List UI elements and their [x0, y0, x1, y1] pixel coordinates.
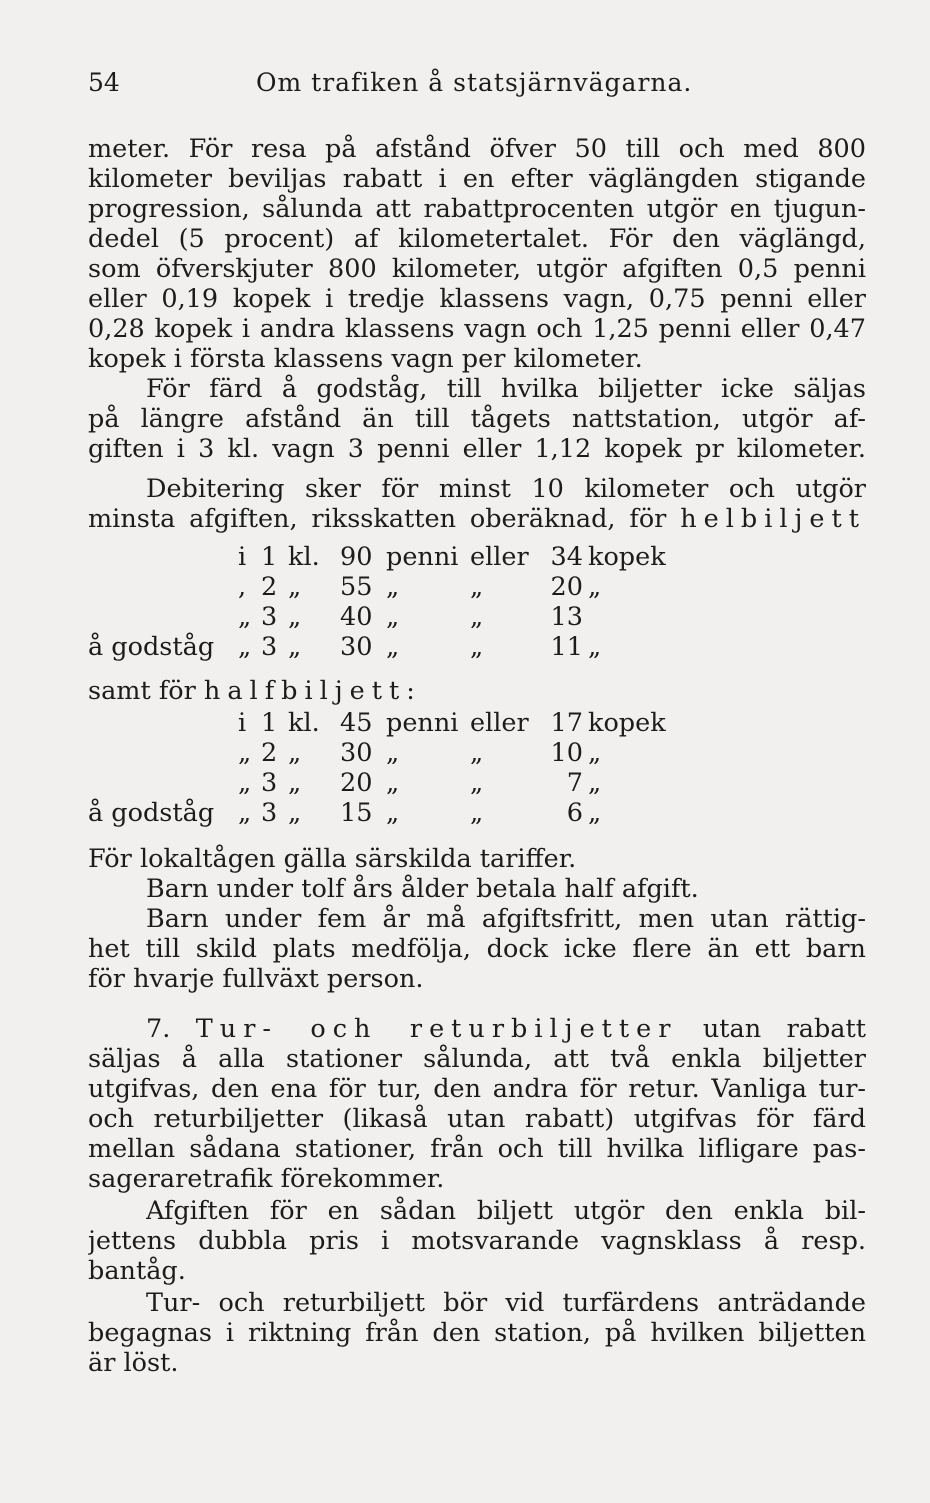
fare-row: [88, 768, 788, 798]
row-kopek-word: „: [588, 572, 602, 602]
text-line: utgifvas, den ena för tur, den andra för retur. Vanliga tur-: [88, 1074, 866, 1104]
row-prefix: „: [238, 768, 252, 798]
text-line: bantåg.: [88, 1256, 186, 1286]
row-class: 1: [261, 708, 278, 738]
fare-row: [88, 602, 788, 632]
text-line: Afgiften för en sådan biljett utgör den enkla bil-: [146, 1196, 866, 1226]
row-penni-value: 55: [340, 572, 373, 602]
row-kopek-word: „: [588, 798, 602, 828]
fare-row: [88, 572, 788, 602]
row-penni-value: 15: [340, 798, 373, 828]
row-kopek-value: 7: [566, 768, 583, 798]
row-penni-word: „: [386, 602, 400, 632]
row-penni-word: „: [386, 632, 400, 662]
row-prefix: „: [238, 632, 252, 662]
row-class: 3: [261, 632, 278, 662]
row-penni-word: penni: [386, 542, 459, 572]
row-eller: „: [470, 572, 484, 602]
row-penni-value: 30: [340, 632, 373, 662]
text-line: kopek i första klassens vagn per kilometer.: [88, 344, 643, 374]
row-penni-word: „: [386, 798, 400, 828]
fare-row: [88, 708, 788, 738]
text-line: som öfverskjuter 800 kilometer, utgör afgiften 0,5 penni: [88, 254, 866, 284]
row-penni-value: 40: [340, 602, 373, 632]
row-class: 2: [261, 572, 278, 602]
row-kl: „: [288, 572, 302, 602]
text-line: kilometer beviljas rabatt i en efter väglängden stigande: [88, 164, 866, 194]
text-line: Tur- och returbiljett bör vid turfärdens anträdande: [146, 1288, 866, 1318]
row-kl: kl.: [288, 542, 320, 572]
row-class: 3: [261, 798, 278, 828]
fare-row: [88, 738, 788, 768]
text-line: och returbiljetter (likaså utan rabatt) utgifvas för färd: [88, 1104, 866, 1134]
spaced-term: halfbiljett:: [203, 676, 422, 706]
row-class: 3: [261, 768, 278, 798]
row-kopek-word: „: [588, 738, 602, 768]
line-prefix: samt för: [88, 676, 196, 706]
text-line: är löst.: [88, 1348, 179, 1378]
row-prefix: i: [238, 708, 247, 738]
text-line: för hvarje fullväxt person.: [88, 964, 424, 994]
text-line: dedel (5 procent) af kilometertalet. För den väglängd,: [88, 224, 866, 254]
row-eller: „: [470, 738, 484, 768]
section-7-heading-line: [146, 1014, 866, 1044]
row-eller: „: [470, 602, 484, 632]
row-kopek-value: 10: [550, 738, 583, 768]
row-kl: „: [288, 738, 302, 768]
text-line: eller 0,19 kopek i tredje klassens vagn, 0,75 penni eller: [88, 284, 866, 314]
text-line: på längre afstånd än till tågets nattstation, utgör af-: [88, 404, 866, 434]
running-title: Om trafiken å statsjärnvägarna.: [256, 68, 693, 97]
row-penni-word: penni: [386, 708, 459, 738]
text-line: För färd å godståg, till hvilka biljetter icke säljas: [146, 374, 866, 404]
row-kopek-value: 34: [550, 542, 583, 572]
spaced-term: helbiljett: [680, 504, 866, 534]
row-label: å godståg: [88, 632, 215, 662]
row-penni-value: 30: [340, 738, 373, 768]
row-kl: „: [288, 632, 302, 662]
row-kopek-value: 13: [550, 602, 583, 632]
row-penni-value: 45: [340, 708, 373, 738]
text-line: [88, 676, 866, 706]
row-penni-value: 20: [340, 768, 373, 798]
row-label: å godståg: [88, 798, 215, 828]
row-class: 1: [261, 542, 278, 572]
row-penni-value: 90: [340, 542, 373, 572]
text-line: progression, sålunda att rabattprocenten utgör en tjugun-: [88, 194, 866, 224]
text-line: För lokaltågen gälla särskilda tariffer.: [88, 844, 577, 874]
row-kl: „: [288, 602, 302, 632]
row-class: 3: [261, 602, 278, 632]
row-eller: eller: [470, 542, 529, 572]
text-line: giften i 3 kl. vagn 3 penni eller 1,12 kopek pr kilometer.: [88, 434, 866, 464]
text-line: [88, 504, 866, 534]
row-eller: „: [470, 798, 484, 828]
page-number: 54: [88, 68, 120, 97]
row-kl: „: [288, 798, 302, 828]
row-kopek-word: „: [588, 768, 602, 798]
text-line: sageraretrafik förekommer.: [88, 1164, 445, 1194]
row-prefix: i: [238, 542, 247, 572]
row-kopek-value: 6: [566, 798, 583, 828]
page-header: [88, 68, 866, 108]
text-line: het till skild plats medfölja, dock icke flere än ett barn: [88, 934, 866, 964]
row-kopek-value: 17: [550, 708, 583, 738]
row-kl: „: [288, 768, 302, 798]
fare-row: [88, 632, 788, 662]
row-prefix: ,: [238, 572, 247, 602]
row-eller: „: [470, 768, 484, 798]
section-number: 7.: [146, 1014, 171, 1044]
text-line: Barn under fem år må afgiftsfritt, men utan rättig-: [146, 904, 866, 934]
row-kopek-value: 11: [550, 632, 583, 662]
row-kopek-word: „: [588, 632, 602, 662]
section-title: Tur- och returbiljetter: [195, 1014, 678, 1044]
row-eller: eller: [470, 708, 529, 738]
row-prefix: „: [238, 602, 252, 632]
text-line: Debitering sker för minst 10 kilometer och utgör: [146, 474, 866, 504]
row-class: 2: [261, 738, 278, 768]
row-kl: kl.: [288, 708, 320, 738]
fare-row: [88, 798, 788, 828]
row-kopek-word: kopek: [588, 542, 666, 572]
row-kopek-word: kopek: [588, 708, 666, 738]
text-line: jettens dubbla pris i motsvarande vagnsklass å resp.: [88, 1226, 866, 1256]
row-kopek-value: 20: [550, 572, 583, 602]
row-prefix: „: [238, 798, 252, 828]
row-penni-word: „: [386, 768, 400, 798]
text-line: mellan sådana stationer, från och till hvilka lifligare pas-: [88, 1134, 866, 1164]
line-prefix: minsta afgiften, riksskatten oberäknad, för: [88, 504, 667, 534]
row-penni-word: „: [386, 572, 400, 602]
text-line: 0,28 kopek i andra klassens vagn och 1,25 penni eller 0,47: [88, 314, 866, 344]
text-line: begagnas i riktning från den station, på hvilken biljetten: [88, 1318, 866, 1348]
row-penni-word: „: [386, 738, 400, 768]
text-line: säljas å alla stationer sålunda, att två enkla biljetter: [88, 1044, 866, 1074]
line-rest: utan rabatt: [702, 1014, 866, 1044]
text-line: Barn under tolf års ålder betala half afgift.: [146, 874, 699, 904]
row-prefix: „: [238, 738, 252, 768]
row-eller: „: [470, 632, 484, 662]
text-line: meter. För resa på afstånd öfver 50 till och med 800: [88, 134, 866, 164]
fare-row: [88, 542, 788, 572]
